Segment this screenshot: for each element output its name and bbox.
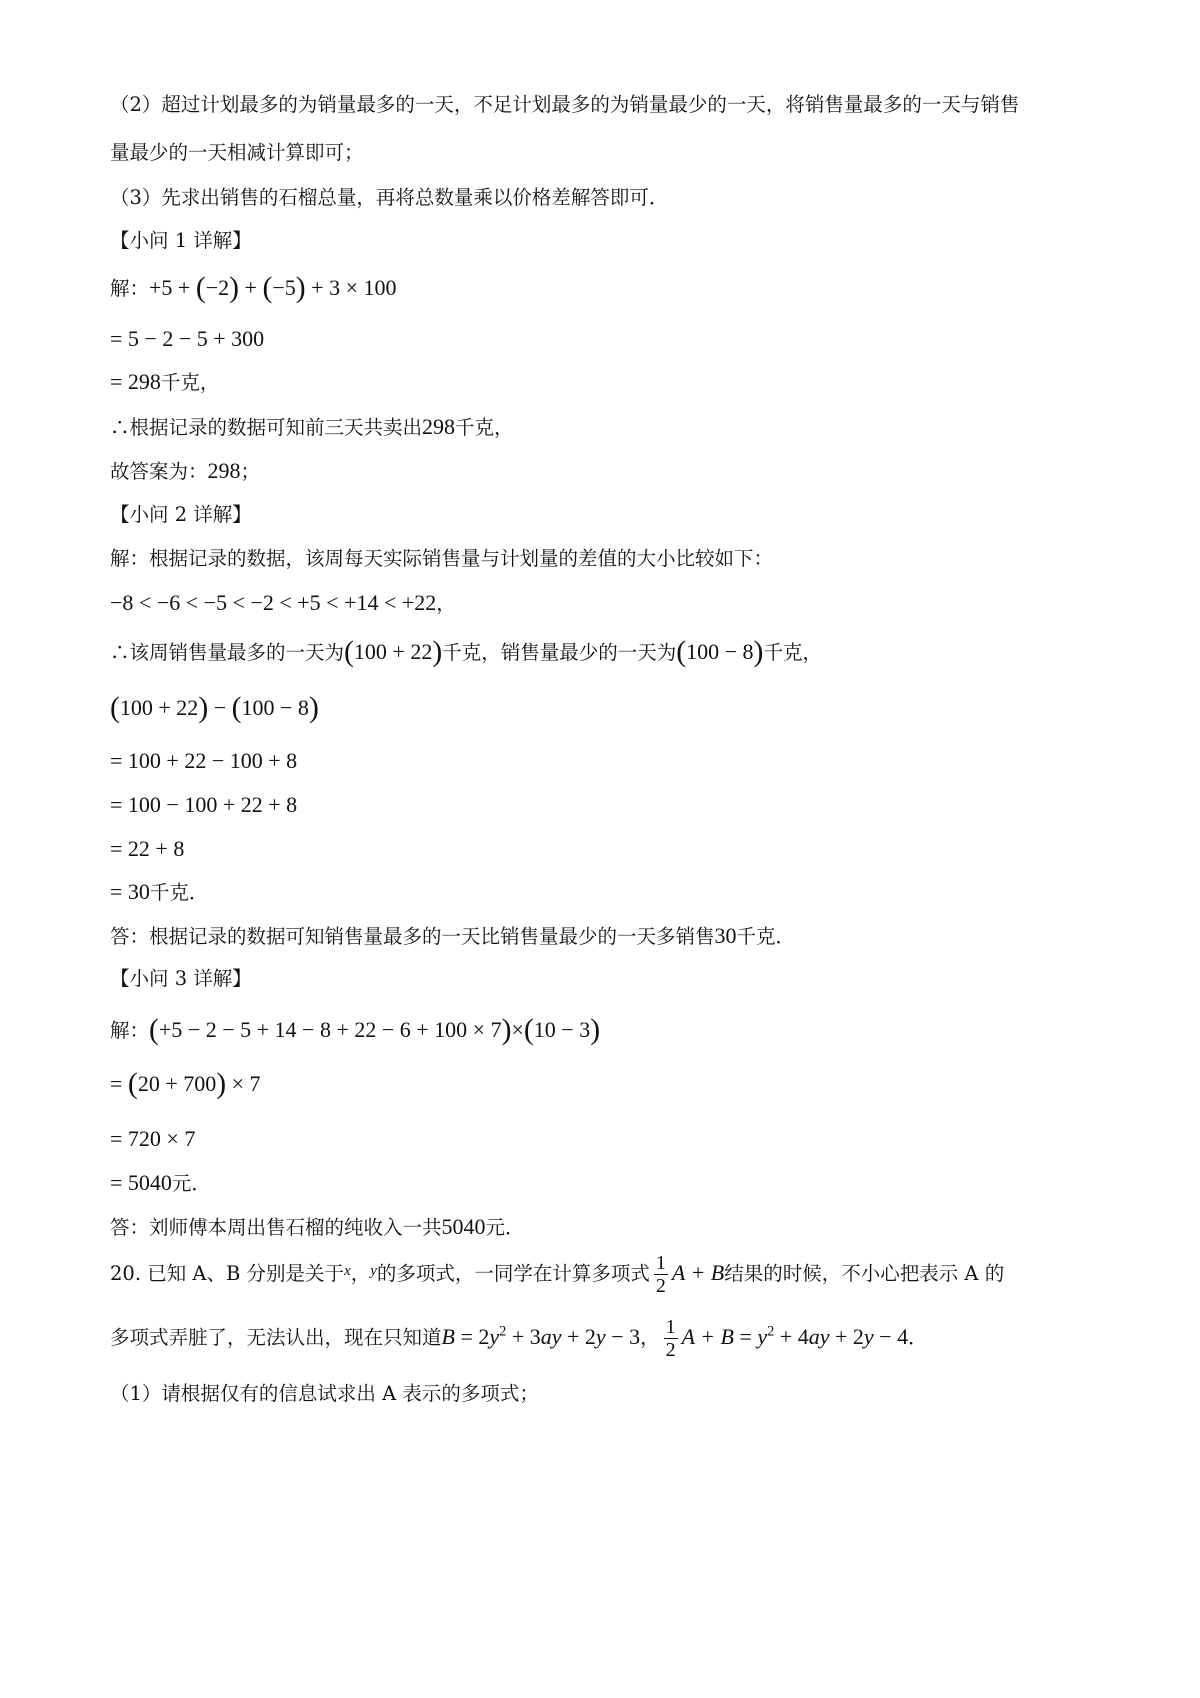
method-line-2-cont: 量最少的一天相减计算即可；: [110, 141, 364, 164]
q2-max-min: ∴该周销售量最多的一天为(100 + 22)千克，销售量最少的一天为(100 − 8)千克，: [110, 636, 822, 668]
question-20-line-2: 多项式弄脏了，无法认出，现在只知道$B = 2y^2 + 3ay + 2y - 3$， $\frac{1}{2}$ $A + B = y^2 + 4ay + 2y - 4$．: [110, 1316, 928, 1361]
q3-step-1: 解：(+5 − 2 − 5 + 14 − 8 + 22 − 6 + 100 × 7)×(10 − 3): [110, 1014, 601, 1046]
q1-step-2: = 5 − 2 − 5 + 300: [110, 326, 265, 351]
q3-step-2: = (20 + 700) × 7: [110, 1068, 261, 1100]
heading-q3: 【小问 3 详解】: [110, 967, 252, 990]
question-20-line-1: 20. 已知 A、B 分别是关于$^x$，$^y$的多项式，一同学在计算多项式 $\frac{1}{2}$ A + B结果的时候，不小心把表示 A 的: [110, 1252, 1005, 1297]
q3-step-3: = 720 × 7: [110, 1126, 196, 1151]
q1-step-3: = 298千克，: [110, 369, 220, 394]
q1-conclusion: ∴根据记录的数据可知前三天共卖出298千克，: [110, 414, 514, 439]
q2-calc-1: (100 + 22) − (100 − 8): [110, 692, 319, 724]
q2-inequality: −8 < −6 < −5 < −2 < +5 < +14 < +22，: [110, 590, 456, 615]
question-20-part-1: （1）请根据仅有的信息试求出 A 表示的多项式；: [110, 1382, 539, 1405]
heading-q1: 【小问 1 详解】: [110, 229, 252, 252]
q2-step-1: 解：根据记录的数据，该周每天实际销售量与计划量的差值的大小比较如下：: [110, 547, 774, 570]
q3-step-4: = 5040元．: [110, 1170, 211, 1195]
heading-q2: 【小问 2 详解】: [110, 503, 252, 526]
q1-step-1: 解：+5 + (−2) + (−5) + 3 × 100: [110, 272, 397, 304]
q2-answer: 答：根据记录的数据可知销售量最多的一天比销售量最少的一天多销售30千克．: [110, 923, 796, 948]
q3-answer: 答：刘师傅本周出售石榴的纯收入一共5040元．: [110, 1214, 525, 1239]
q2-calc-3: = 100 − 100 + 22 + 8: [110, 792, 298, 817]
q1-answer: 故答案为：298；: [110, 458, 261, 483]
method-line-3: （3）先求出销售的石榴总量，再将总数量乘以价格差解答即可．: [110, 186, 669, 209]
q2-calc-4: = 22 + 8: [110, 836, 185, 861]
q2-calc-5: = 30千克．: [110, 879, 209, 904]
method-line-2: （2）超过计划最多的为销量最多的一天，不足计划最多的为销量最少的一天，将销售量最多的一天与销售: [110, 93, 1020, 116]
q2-calc-2: = 100 + 22 − 100 + 8: [110, 748, 298, 773]
